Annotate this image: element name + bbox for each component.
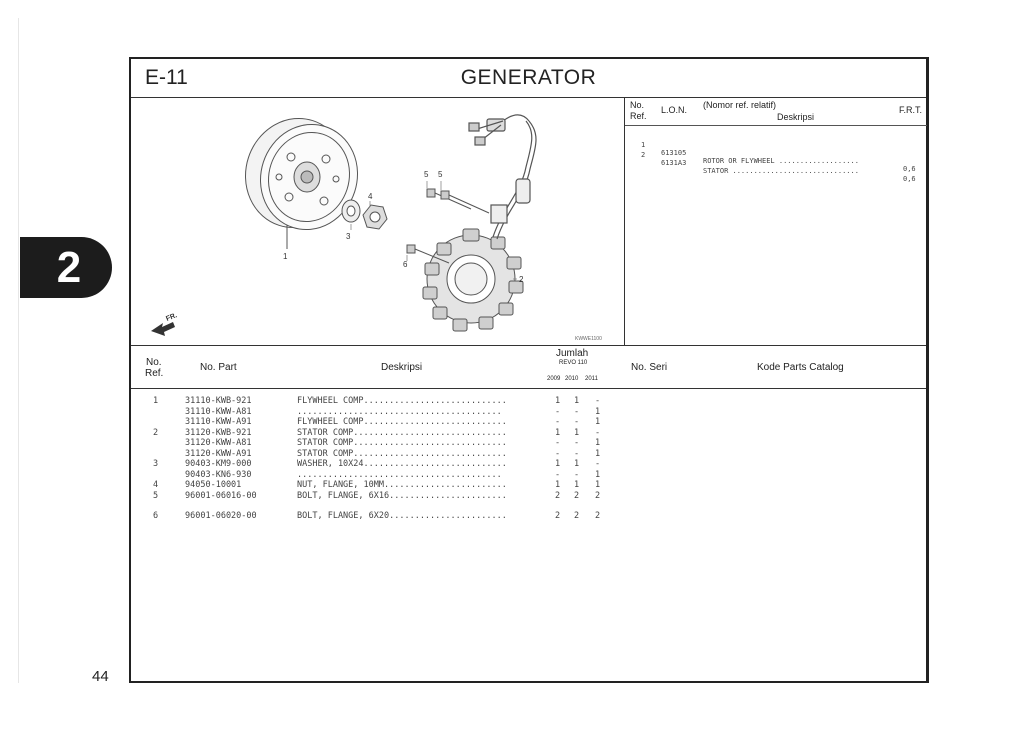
part-ref: 1 [153, 396, 159, 406]
qty-2010: 1 [574, 396, 580, 406]
section-tab [20, 237, 112, 298]
front-arrow-icon [151, 312, 178, 336]
page-title: GENERATOR [460, 66, 597, 89]
callout-5b: 5 [438, 170, 443, 179]
part-ref: 6 [153, 511, 159, 521]
table-row [131, 511, 601, 522]
qty-2010: - [574, 469, 580, 480]
exploded-diagram [131, 97, 625, 345]
qty-2011: 2 [595, 511, 601, 521]
qty-2009: - [555, 448, 561, 459]
part-desc: BOLT, FLANGE, 6X20....................... [297, 511, 507, 521]
qty-2010: - [574, 438, 580, 448]
ref-head-deskripsi: Deskripsi [777, 112, 815, 122]
ref-frt: 0,6 [903, 175, 916, 183]
qty-2010: - [574, 406, 580, 417]
qty-2011: - [595, 396, 601, 406]
parts-table-header [131, 345, 926, 389]
table-row [131, 417, 601, 428]
stator-drawing [423, 229, 523, 331]
ref-no: 1 [641, 141, 646, 149]
ref-head-lon: L.O.N. [661, 105, 688, 115]
callout-6: 6 [403, 260, 408, 269]
ref-frt: 0,6 [903, 165, 916, 173]
qty-2011: 1 [595, 469, 601, 480]
part-desc: STATOR COMP.............................. [297, 438, 507, 448]
part-number: 94050-10001 [185, 480, 242, 490]
parts-head-kode: Kode Parts Catalog [757, 362, 844, 373]
wire-harness-drawing [469, 115, 536, 239]
ref-head-frt: F.R.T. [899, 105, 923, 115]
part-number: 96001-06016-00 [185, 490, 257, 501]
part-ref: 4 [153, 480, 159, 490]
parts-head-no: No. [146, 357, 162, 368]
parts-head-year-2010: 2010 [565, 376, 579, 382]
qty-2010: 2 [574, 511, 580, 521]
parts-head-year-2011: 2011 [585, 376, 598, 382]
qty-2009: 1 [555, 459, 561, 469]
part-desc: NUT, FLANGE, 10MM........................ [297, 480, 507, 490]
part-number: 31110-KWW-A81 [185, 406, 252, 417]
qty-2011: 1 [595, 438, 601, 448]
qty-2009: 2 [555, 490, 561, 501]
qty-2009: 1 [555, 396, 561, 406]
parts-head-no-part: No. Part [200, 362, 237, 373]
ref-desc: ROTOR OR FLYWHEEL ................... [703, 157, 859, 165]
table-row [131, 459, 601, 470]
qty-2011: - [595, 427, 601, 438]
part-ref: 2 [153, 427, 159, 438]
parts-head-jumlah: Jumlah [556, 348, 589, 359]
flywheel-drawing [231, 105, 371, 249]
ref-row [625, 143, 927, 191]
ref-head-no: No. [630, 100, 645, 110]
qty-2009: - [555, 438, 561, 448]
qty-2011: 1 [595, 480, 601, 490]
qty-2009: 1 [555, 427, 561, 438]
part-desc: ........................................ [297, 406, 502, 417]
qty-2010: - [574, 417, 580, 427]
parts-head-year-2009: 2009 [547, 376, 561, 382]
section-tab-number: 2 [56, 242, 82, 292]
table-row [131, 469, 601, 481]
qty-2011: 1 [595, 417, 601, 427]
part-desc: WASHER, 10X24............................ [297, 459, 507, 469]
ref-head-nomor: (Nomor ref. relatif) [703, 100, 777, 110]
qty-2011: 1 [595, 406, 601, 417]
qty-2010: 1 [574, 427, 580, 438]
page-edge [18, 18, 19, 683]
catalog-frame [129, 57, 929, 683]
ref-lon: 6131A3 [661, 159, 687, 167]
part-number: 31110-KWW-A91 [185, 417, 252, 427]
parts-head-no-seri: No. Seri [631, 362, 668, 373]
ref-no: 2 [641, 151, 646, 159]
part-number: 31120-KWW-A91 [185, 448, 252, 459]
part-desc: FLYWHEEL COMP............................ [297, 396, 507, 406]
qty-2009: 1 [555, 480, 561, 490]
parts-head-deskripsi: Deskripsi [381, 362, 423, 373]
table-row [131, 480, 601, 491]
qty-2011: - [595, 459, 601, 469]
part-desc: STATOR COMP.............................. [297, 448, 507, 459]
qty-2010: 1 [574, 480, 580, 490]
section-code: E-11 [145, 66, 188, 89]
ref-head-ref: Ref. [630, 111, 647, 121]
qty-2009: - [555, 417, 561, 427]
part-number: 96001-06020-00 [185, 511, 257, 521]
callout-4: 4 [368, 192, 373, 201]
qty-2009: 2 [555, 511, 561, 521]
nut-drawing [363, 205, 387, 229]
qty-2011: 2 [595, 490, 601, 501]
table-row [131, 396, 601, 407]
table-row [131, 448, 601, 460]
qty-2010: - [574, 448, 580, 459]
table-row [131, 438, 601, 449]
callout-2: 2 [519, 275, 524, 284]
ref-table-header [625, 97, 927, 126]
qty-2009: - [555, 469, 561, 480]
callout-5a: 5 [424, 170, 429, 179]
part-desc: BOLT, FLANGE, 6X16....................... [297, 490, 507, 501]
parts-head-model: REVO 110 [559, 360, 588, 366]
washer-drawing [342, 200, 360, 222]
title-row [131, 59, 926, 98]
ref-desc: STATOR .............................. [703, 167, 859, 175]
ref-panel [625, 97, 927, 345]
part-number: 90403-KN6-930 [185, 469, 252, 480]
diagram-svg [131, 97, 623, 345]
part-number: 31110-KWB-921 [185, 396, 252, 406]
table-row [131, 490, 601, 502]
front-arrow-label: FR. [165, 312, 179, 323]
ref-lon: 613105 [661, 149, 687, 157]
figure-code: KWWE1100 [575, 336, 602, 342]
qty-2010: 2 [574, 490, 580, 501]
part-number: 31120-KWW-A81 [185, 438, 252, 448]
part-desc: ........................................ [297, 469, 502, 480]
part-number: 90403-KM9-000 [185, 459, 252, 469]
parts-head-ref: Ref. [145, 368, 164, 379]
page-number: 44 [92, 668, 109, 685]
table-row [131, 406, 601, 418]
part-number: 31120-KWB-921 [185, 427, 252, 438]
qty-2010: 1 [574, 459, 580, 469]
qty-2009: - [555, 406, 561, 417]
part-desc: STATOR COMP.............................. [297, 427, 507, 438]
part-ref: 5 [153, 490, 159, 501]
part-desc: FLYWHEEL COMP............................ [297, 417, 507, 427]
part-ref: 3 [153, 459, 159, 469]
callout-3: 3 [346, 232, 351, 241]
qty-2011: 1 [595, 448, 601, 459]
callout-1: 1 [283, 252, 288, 261]
table-row [131, 427, 601, 439]
